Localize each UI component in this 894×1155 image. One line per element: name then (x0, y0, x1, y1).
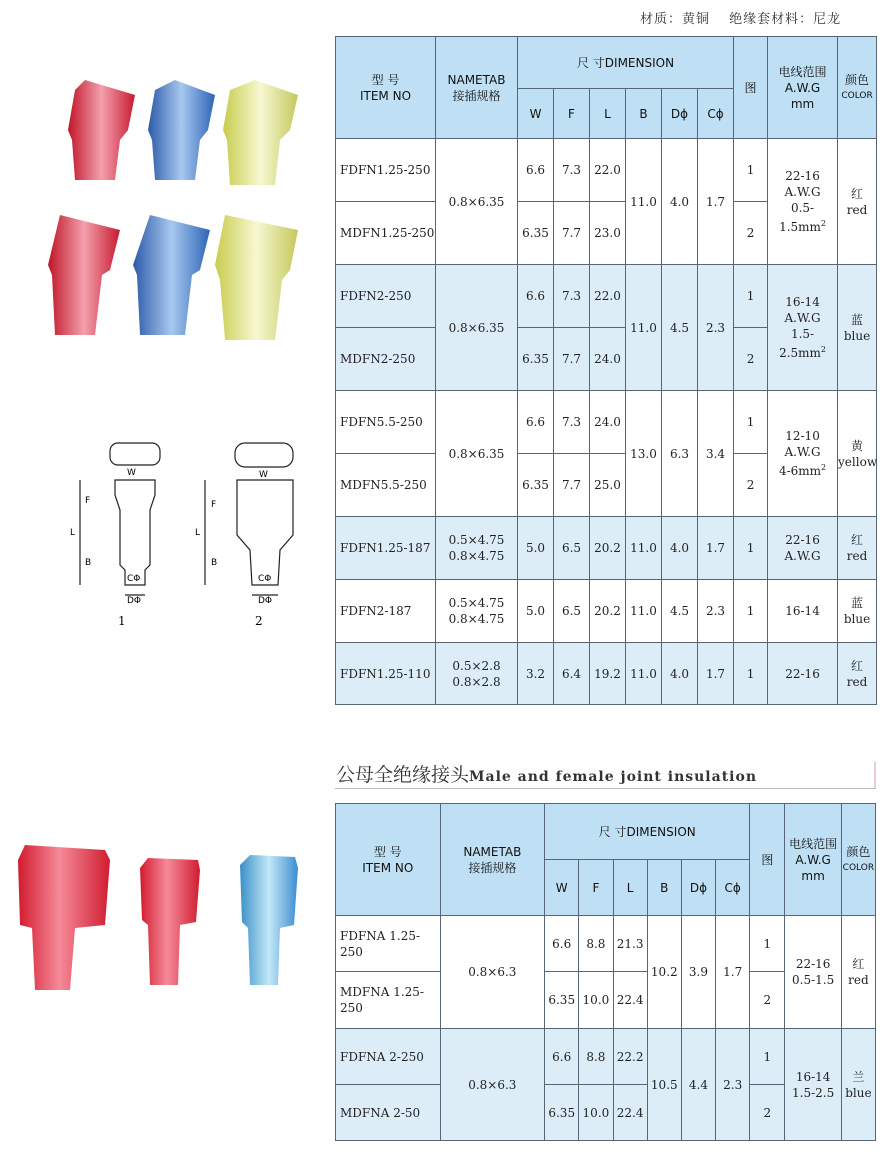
diagram2-side-view (237, 480, 293, 585)
red-joint-large (18, 845, 110, 990)
l-cell: 20.2 (590, 580, 626, 643)
item-no: FDFN2-250 (336, 265, 436, 328)
spec-table-1 (335, 36, 877, 705)
label-d-2: DΦ (258, 596, 273, 606)
item-no: MDFN2-250 (336, 328, 436, 391)
header-l: L (613, 860, 647, 916)
f-cell: 10.0 (579, 1085, 613, 1141)
c-cell: 2.3 (716, 1029, 750, 1141)
fig-cell: 1 (734, 265, 768, 328)
fig-cell: 1 (750, 916, 785, 972)
fig-cell: 1 (734, 580, 768, 643)
w-cell: 6.6 (518, 265, 554, 328)
material-text: 材质：黄铜 (640, 12, 711, 27)
color-cell: 红 red (838, 643, 877, 705)
header-dimension: 尺 寸DIMENSION (545, 804, 750, 860)
awg-text: 22-16 A.W.G 0.5-1.5mm (779, 169, 821, 234)
w-cell: 3.2 (518, 643, 554, 705)
l-cell: 25.0 (590, 454, 626, 517)
nametab-cell: 0.8×6.35 (436, 391, 518, 517)
spec-table-2 (335, 803, 876, 1141)
d-cell: 4.0 (662, 643, 698, 705)
w-cell: 6.6 (518, 139, 554, 202)
section-corner-mark (874, 762, 876, 788)
material-line (640, 8, 855, 27)
color-cell: 红 red (841, 916, 875, 1029)
awg-cell: 16-14 (768, 580, 838, 643)
label-b-2: B (211, 558, 218, 568)
dimension-diagram (65, 435, 305, 635)
blue-joint (240, 855, 298, 985)
c-cell: 2.3 (698, 265, 734, 391)
header-color-cn: 颜色 (845, 72, 870, 87)
section-title (336, 760, 757, 787)
item-no: MDFN1.25-250 (336, 202, 436, 265)
label-w-2: W (259, 470, 268, 480)
label-c-1: CΦ (127, 574, 141, 584)
item-no: FDFN1.25-110 (336, 643, 436, 705)
header-nametab: NAMETAB 接插规格 (440, 804, 545, 916)
header-b: B (626, 89, 662, 139)
color-cell: 红 red (838, 139, 877, 265)
w-cell: 6.35 (545, 972, 579, 1029)
group-3 (336, 391, 877, 517)
fig-cell: 2 (734, 454, 768, 517)
header-nametab: NAMETAB 接插规格 (436, 37, 518, 139)
nametab-cell: 0.5×2.8 0.8×2.8 (436, 643, 518, 705)
label-d-1: DΦ (127, 596, 142, 606)
item-no: FDFN1.25-187 (336, 517, 436, 580)
item-no: MDFN5.5-250 (336, 454, 436, 517)
group-1 (336, 916, 876, 1029)
table-row (336, 916, 876, 972)
w-cell: 6.35 (518, 202, 554, 265)
f-cell: 8.8 (579, 916, 613, 972)
l-cell: 22.4 (613, 972, 647, 1029)
fig-cell: 1 (734, 643, 768, 705)
header-color (838, 37, 877, 139)
item-no: FDFN2-187 (336, 580, 436, 643)
l-cell: 23.0 (590, 202, 626, 265)
w-cell: 6.6 (545, 916, 579, 972)
w-cell: 6.35 (518, 454, 554, 517)
header-item: 型 号 ITEM NO (336, 804, 441, 916)
nametab-cell: 0.8×6.3 (440, 1029, 545, 1141)
f-cell: 7.3 (554, 391, 590, 454)
awg-text: 12-10 A.W.G 4-6mm (778, 429, 822, 478)
label-w-1: W (127, 468, 136, 478)
f-cell: 6.5 (554, 517, 590, 580)
table-row (336, 265, 877, 328)
item-no: FDFNA 2-250 (336, 1029, 441, 1085)
table-row (336, 580, 877, 643)
b-cell: 10.2 (647, 916, 681, 1029)
header-b: B (647, 860, 681, 916)
diagram1-top-view (110, 443, 160, 465)
nametab-cell: 0.8×6.3 (440, 916, 545, 1029)
header-awg: 电线范围 A.W.G mm (785, 804, 841, 916)
l-cell: 24.0 (590, 391, 626, 454)
red-terminal-male (48, 215, 120, 335)
f-cell: 7.3 (554, 265, 590, 328)
group-5 (336, 580, 877, 643)
diagram1-side-view (115, 480, 155, 585)
d-cell: 4.4 (681, 1029, 715, 1141)
l-cell: 19.2 (590, 643, 626, 705)
product-photos-bottom (10, 840, 310, 1000)
label-l-1: L (70, 528, 76, 538)
b-cell: 11.0 (626, 580, 662, 643)
red-joint-medium (140, 858, 200, 985)
figure-number-1: 1 (118, 614, 126, 628)
header-fig: 图 (750, 804, 785, 916)
yellow-terminal-female (223, 80, 298, 185)
b-cell: 11.0 (626, 517, 662, 580)
fig-cell: 1 (734, 517, 768, 580)
fig-cell: 2 (750, 972, 785, 1029)
color-cell: 蓝 blue (838, 580, 877, 643)
l-cell: 22.4 (613, 1085, 647, 1141)
b-cell: 13.0 (626, 391, 662, 517)
nametab-cell: 0.8×6.35 (436, 265, 518, 391)
header-d: Dϕ (662, 89, 698, 139)
f-cell: 7.3 (554, 139, 590, 202)
superscript: 2 (820, 219, 826, 228)
label-f-1: F (85, 496, 91, 506)
header-item: 型 号 ITEM NO (336, 37, 436, 139)
section-title-cn: 公母全绝缘接头 (336, 764, 470, 786)
f-cell: 10.0 (579, 972, 613, 1029)
nametab-cell: 0.5×4.75 0.8×4.75 (436, 517, 518, 580)
w-cell: 6.35 (545, 1085, 579, 1141)
header-awg: 电线范围 A.W.G mm (768, 37, 838, 139)
label-b-1: B (85, 558, 92, 568)
awg-cell: 22-16 0.5-1.5 (785, 916, 841, 1029)
w-cell: 6.6 (545, 1029, 579, 1085)
l-cell: 20.2 (590, 517, 626, 580)
table-row (336, 1029, 876, 1085)
superscript: 2 (820, 345, 826, 354)
header-c: Cϕ (716, 860, 750, 916)
header-dimension: 尺 寸DIMENSION (518, 37, 734, 89)
diagram2-top-view (235, 443, 293, 467)
c-cell: 1.7 (716, 916, 750, 1029)
d-cell: 3.9 (681, 916, 715, 1029)
group-1 (336, 139, 877, 265)
awg-cell (768, 391, 838, 517)
c-cell: 1.7 (698, 139, 734, 265)
l-cell: 21.3 (613, 916, 647, 972)
awg-cell (768, 139, 838, 265)
item-no: MDFNA 2-50 (336, 1085, 441, 1141)
d-cell: 4.0 (662, 139, 698, 265)
b-cell: 11.0 (626, 139, 662, 265)
c-cell: 2.3 (698, 580, 734, 643)
l-cell: 22.0 (590, 265, 626, 328)
color-cell: 兰 blue (841, 1029, 875, 1141)
d-cell: 6.3 (662, 391, 698, 517)
item-no: FDFNA 1.25-250 (336, 916, 441, 972)
red-terminal-female (68, 80, 135, 180)
header-color (841, 804, 875, 916)
figure-number-2: 2 (255, 614, 263, 628)
f-cell: 7.7 (554, 202, 590, 265)
d-cell: 4.5 (662, 265, 698, 391)
l-cell: 24.0 (590, 328, 626, 391)
awg-cell: 16-14 1.5-2.5 (785, 1029, 841, 1141)
table-row (336, 517, 877, 580)
label-f-2: F (211, 500, 217, 510)
header-fig: 图 (734, 37, 768, 139)
header-d: Dϕ (681, 860, 715, 916)
header-f: F (579, 860, 613, 916)
f-cell: 7.7 (554, 328, 590, 391)
group-2 (336, 265, 877, 391)
w-cell: 6.35 (518, 328, 554, 391)
w-cell: 6.6 (518, 391, 554, 454)
table-row (336, 643, 877, 705)
b-cell: 11.0 (626, 265, 662, 391)
b-cell: 11.0 (626, 643, 662, 705)
fig-cell: 1 (750, 1029, 785, 1085)
label-l-2: L (195, 528, 201, 538)
color-cell: 黄 yellow (838, 391, 877, 517)
label-c-2: CΦ (258, 574, 272, 584)
header-color-en: COLOR (842, 862, 875, 873)
f-cell: 7.7 (554, 454, 590, 517)
nametab-cell: 0.5×4.75 0.8×4.75 (436, 580, 518, 643)
item-no: FDFN5.5-250 (336, 391, 436, 454)
header-color-en: COLOR (841, 90, 873, 101)
fig-cell: 2 (750, 1085, 785, 1141)
awg-text: 16-14 A.W.G 1.5-2.5mm (779, 295, 821, 360)
blue-terminal-male (133, 215, 210, 335)
terminal-photo-group-1 (40, 70, 320, 360)
item-no: FDFN1.25-250 (336, 139, 436, 202)
header-l: L (590, 89, 626, 139)
fig-cell: 1 (734, 391, 768, 454)
c-cell: 1.7 (698, 517, 734, 580)
b-cell: 10.5 (647, 1029, 681, 1141)
w-cell: 5.0 (518, 517, 554, 580)
f-cell: 6.4 (554, 643, 590, 705)
header-color-cn: 颜色 (846, 844, 871, 859)
c-cell: 1.7 (698, 643, 734, 705)
c-cell: 3.4 (698, 391, 734, 517)
awg-cell: 22-16 A.W.G (768, 517, 838, 580)
f-cell: 8.8 (579, 1029, 613, 1085)
group-4 (336, 517, 877, 580)
l-cell: 22.2 (613, 1029, 647, 1085)
header-f: F (554, 89, 590, 139)
d-cell: 4.0 (662, 517, 698, 580)
nametab-cell: 0.8×6.35 (436, 139, 518, 265)
table-row (336, 391, 877, 454)
section-title-en: Male and female joint insulation (469, 769, 758, 785)
w-cell: 5.0 (518, 580, 554, 643)
header-c: Cϕ (698, 89, 734, 139)
fig-cell: 2 (734, 202, 768, 265)
color-cell: 红 red (838, 517, 877, 580)
color-cell: 蓝 blue (838, 265, 877, 391)
superscript: 2 (821, 463, 827, 472)
section-divider (335, 788, 876, 789)
yellow-terminal-male (215, 215, 298, 340)
group-6 (336, 643, 877, 705)
d-cell: 4.5 (662, 580, 698, 643)
item-no: MDFNA 1.25-250 (336, 972, 441, 1029)
fig-cell: 2 (734, 328, 768, 391)
insulation-text: 绝缘套材料：尼龙 (729, 12, 842, 27)
blue-terminal-female (148, 80, 215, 180)
header-w: W (518, 89, 554, 139)
table-row (336, 139, 877, 202)
fig-cell: 1 (734, 139, 768, 202)
header-w: W (545, 860, 579, 916)
l-cell: 22.0 (590, 139, 626, 202)
awg-cell (768, 265, 838, 391)
group-2 (336, 1029, 876, 1141)
awg-cell: 22-16 (768, 643, 838, 705)
f-cell: 6.5 (554, 580, 590, 643)
